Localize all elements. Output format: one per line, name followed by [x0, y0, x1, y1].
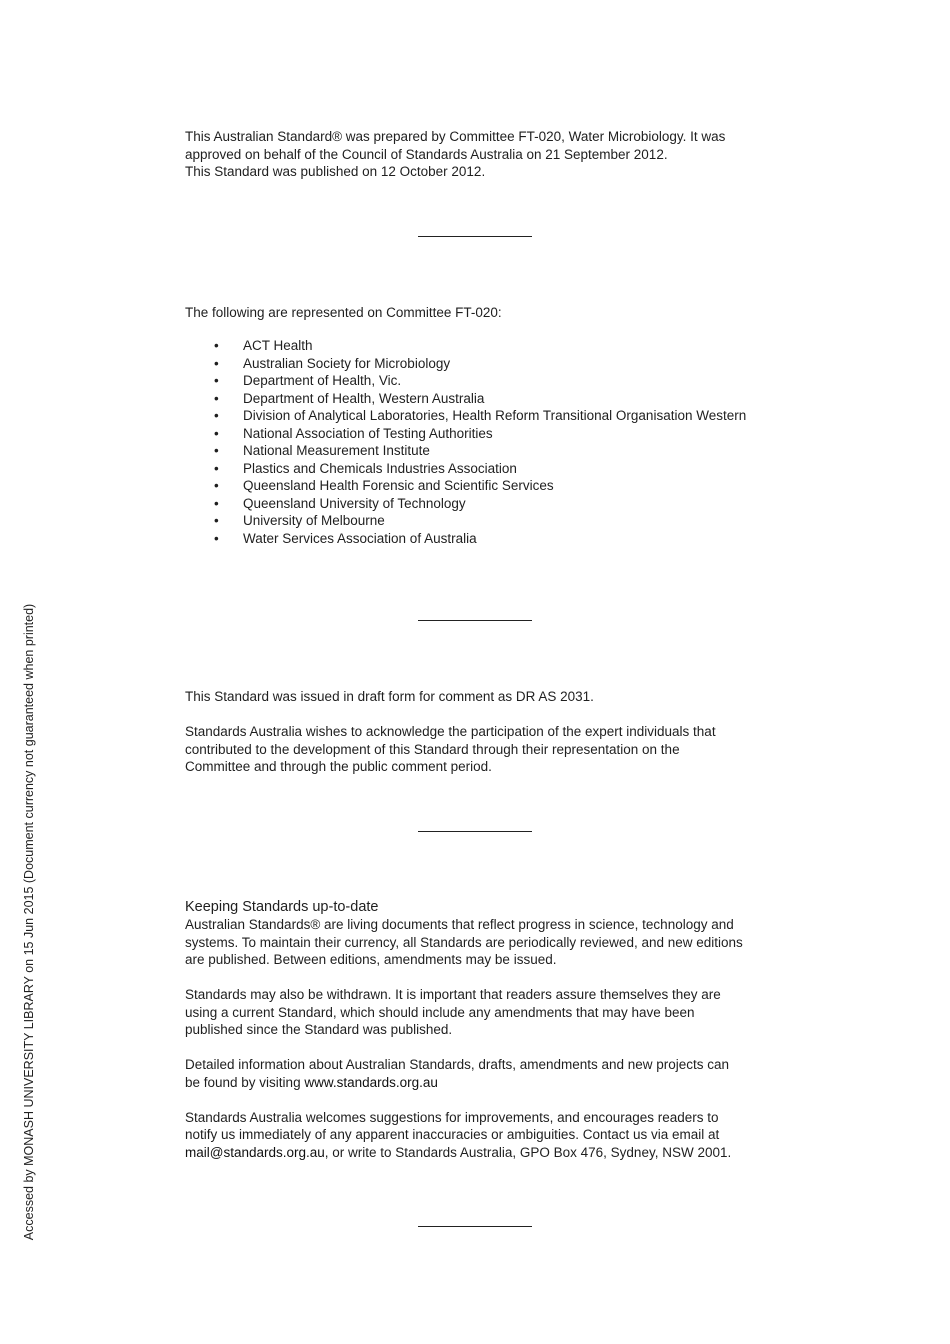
paragraph-line: systems. To maintain their currency, all Standards are periodically reviewed, and new editions — [185, 934, 743, 950]
email-link[interactable]: mail@standards.org.au — [185, 1144, 325, 1160]
approval-statement — [185, 128, 775, 181]
section-divider — [418, 1226, 532, 1227]
paragraph-line: Detailed information about Australian Standards, drafts, amendments and new projects can — [185, 1057, 730, 1072]
draft-issued-text: This Standard was issued in draft form for comment as DR AS 2031. — [185, 689, 594, 704]
approval-line: approved on behalf of the Council of Standards Australia on 21 September 2012. — [185, 146, 668, 162]
section-divider — [418, 831, 532, 832]
draft-section — [185, 688, 775, 776]
section-divider — [418, 236, 532, 237]
committee-member-list — [214, 337, 746, 547]
approval-line: This Australian Standard® was prepared by Committee FT-020, Water Microbiology. It was — [185, 129, 726, 144]
paragraph-line: notify us immediately of any apparent inaccuracies or ambiguities. Contact us via email at — [185, 1127, 720, 1142]
acknowledgement-line: Standards Australia wishes to acknowledge the participation of the expert individuals that — [185, 724, 716, 739]
list-item: • National Association of Testing Authorities — [214, 425, 746, 443]
paragraph-line — [185, 1074, 775, 1092]
paragraph-line — [185, 1144, 775, 1162]
acknowledgement-line: contributed to the development of this Standard through their representation on the — [185, 741, 680, 757]
publication-line: This Standard was published on 12 October 2012. — [185, 164, 486, 179]
paragraph-line: published since the Standard was published. — [185, 1022, 453, 1037]
paragraph-line: Standards Australia welcomes suggestions for improvements, and encourages readers to — [185, 1109, 719, 1125]
paragraph-line: Standards may also be withdrawn. It is important that readers assure themselves they are — [185, 987, 721, 1002]
committee-intro-text: The following are represented on Committee FT-020: — [185, 305, 502, 320]
website-link[interactable]: www.standards.org.au — [304, 1074, 438, 1090]
list-item: • Division of Analytical Laboratories, Health Reform Transitional Organisation Western — [214, 407, 746, 425]
list-item: • ACT Health — [214, 337, 746, 355]
paragraph-line: Australian Standards® are living documents that reflect progress in science, technology and — [185, 917, 734, 932]
list-item: • National Measurement Institute — [214, 442, 746, 460]
keeping-up-to-date-section — [185, 898, 775, 1161]
list-item: • Queensland University of Technology — [214, 495, 746, 513]
paragraph-line: using a current Standard, which should include any amendments that may have been — [185, 1004, 695, 1020]
list-item: • University of Melbourne — [214, 512, 746, 530]
section-divider — [418, 620, 532, 621]
access-watermark-text: Accessed by MONASH UNIVERSITY LIBRARY on 15 Jun 2015 (Document currency not guaranteed when printed) — [22, 603, 36, 1241]
list-item: • Plastics and Chemicals Industries Association — [214, 460, 746, 478]
committee-intro — [185, 304, 775, 322]
list-item: • Department of Health, Western Australia — [214, 390, 746, 408]
section-heading: Keeping Standards up-to-date — [185, 899, 379, 915]
list-item: • Water Services Association of Australia — [214, 530, 746, 548]
list-item: • Australian Society for Microbiology — [214, 355, 746, 373]
paragraph-line: are published. Between editions, amendments may be issued. — [185, 952, 557, 967]
acknowledgement-line: Committee and through the public comment period. — [185, 759, 492, 774]
list-item: • Department of Health, Vic. — [214, 372, 746, 390]
paragraph-text: be found by visiting — [185, 1074, 305, 1090]
list-item: • Queensland Health Forensic and Scientific Services — [214, 477, 746, 495]
paragraph-text: , or write to Standards Australia, GPO Box 476, Sydney, NSW 2001. — [324, 1144, 732, 1160]
